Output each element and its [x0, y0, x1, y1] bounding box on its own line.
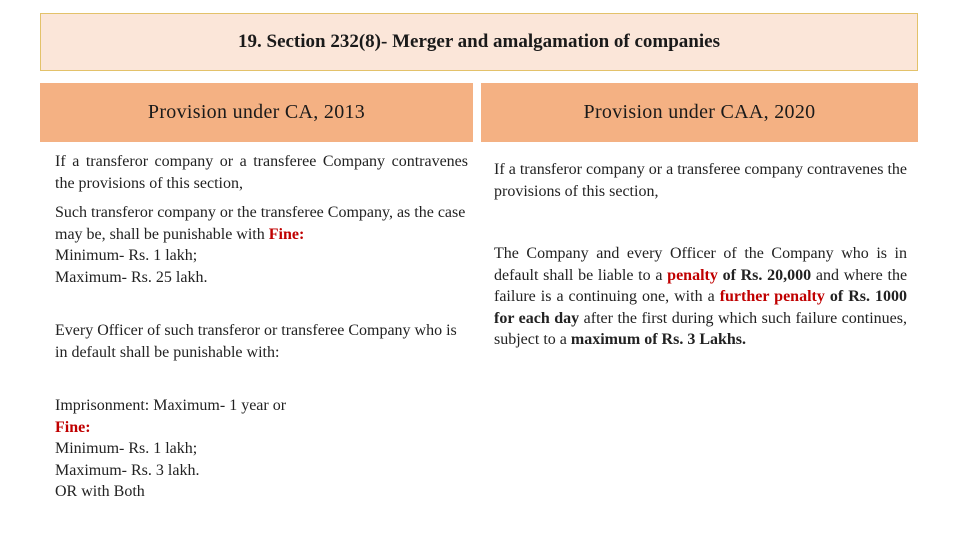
maximum-penalty-amount: maximum of Rs. 3 Lakhs. — [570, 331, 747, 348]
caa-2020-penalty-intro: The Company and every Officer of the Company who is in default shall be liable to a — [494, 245, 907, 284]
ca-2013-company-minimum: Minimum- Rs. 1 lakh; — [55, 247, 198, 264]
column-heading-caa-2020: Provision under CAA, 2020 — [481, 83, 918, 142]
penalty-label: penalty — [667, 266, 718, 284]
ca-2013-company-penalty — [55, 202, 468, 288]
ca-2013-officer-penalty — [55, 320, 468, 363]
column-heading-ca-2013: Provision under CA, 2013 — [40, 83, 473, 142]
further-penalty-label: further penalty — [719, 288, 825, 305]
ca-2013-company-maximum: Maximum- Rs. 25 lakh. — [55, 268, 208, 286]
ca-2013-officer-penalty-text: Every Officer of such transferor or transferee Company who is in default shall be punishable with: — [55, 322, 457, 361]
fine-label: Fine: — [268, 225, 305, 243]
ca-2013-company-penalty-text — [55, 202, 468, 245]
fine-label: Fine: — [55, 418, 91, 436]
ca-2013-paragraph-1: If a transferor company or a transferee Company contravenes the provisions of this section, — [55, 153, 468, 192]
continuing-failure-text: and where the failure is a continuing one, with a — [494, 266, 908, 305]
penalty-amount: of Rs. 20,000 — [722, 266, 812, 284]
ca-2013-officer-maximum: Maximum- Rs. 3 lakh. — [55, 461, 200, 479]
page-title: 19. Section 232(8)- Merger and amalgamation of companies — [40, 13, 918, 71]
ca-2013-officer-punishment — [55, 395, 468, 503]
caa-2020-penalty-paragraph — [494, 243, 907, 351]
ca-2013-contravention-paragraph — [55, 151, 468, 194]
caa-2020-penalty-text — [494, 243, 907, 351]
daily-penalty-amount: of Rs. 1000 for each day — [494, 288, 908, 327]
ca-2013-or-with-both: OR with Both — [55, 483, 145, 500]
ca-2013-officer-minimum: Minimum- Rs. 1 lakh; — [55, 440, 198, 457]
caa-2020-paragraph-1: If a transferor company or a transferee company contravenes the provisions of this section, — [494, 161, 907, 200]
continuing-failure-subject-text: after the first during which such failure continues, subject to a — [494, 309, 908, 348]
caa-2020-contravention-paragraph — [494, 159, 907, 202]
ca-2013-company-penalty-intro: Such transferor company or the transferee Company, as the case may be, shall be punishable with — [55, 204, 466, 243]
ca-2013-imprisonment: Imprisonment: Maximum- 1 year or — [55, 397, 287, 414]
